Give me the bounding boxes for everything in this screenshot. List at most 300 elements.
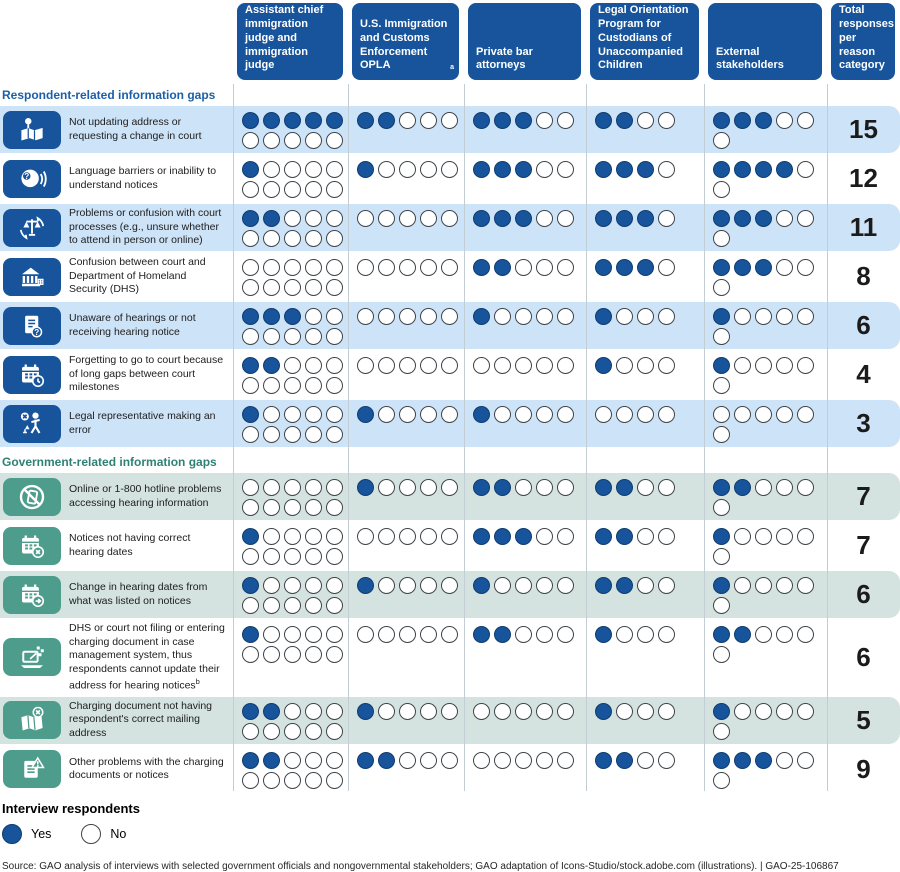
no-dot — [305, 279, 322, 296]
phone-blocked-icon — [3, 478, 61, 516]
legend-title: Interview respondents — [2, 800, 140, 816]
response-dots — [704, 351, 827, 398]
yes-dot — [357, 161, 374, 178]
yes-dot — [473, 479, 490, 496]
no-dot — [378, 703, 395, 720]
no-dot — [305, 357, 322, 374]
no-dot — [713, 377, 730, 394]
dot-line — [242, 626, 343, 643]
no-dot — [242, 132, 259, 149]
no-dot — [326, 626, 343, 643]
no-dot — [399, 259, 416, 276]
no-dot — [713, 328, 730, 345]
no-dot — [713, 499, 730, 516]
no-dot — [263, 377, 280, 394]
no-dot — [441, 752, 458, 769]
no-dot — [536, 308, 553, 325]
no-dot — [326, 377, 343, 394]
no-dot — [284, 181, 301, 198]
response-dots — [704, 571, 827, 618]
yes-dot — [305, 112, 322, 129]
dot-line — [357, 259, 458, 276]
no-dot — [658, 703, 675, 720]
no-dot — [637, 752, 654, 769]
table-row — [0, 473, 900, 520]
total-count: 6 — [856, 579, 871, 609]
no-dot — [557, 626, 574, 643]
response-dots — [348, 522, 464, 569]
no-dot — [755, 308, 772, 325]
svg-text:?: ? — [24, 171, 30, 181]
no-dot — [441, 703, 458, 720]
no-dot — [326, 181, 343, 198]
speech-language-icon — [3, 160, 61, 198]
no-dot — [284, 406, 301, 423]
response-dots — [348, 620, 464, 695]
no-dot — [441, 210, 458, 227]
total-count: 4 — [856, 359, 871, 389]
dot-line — [595, 210, 675, 227]
yes-dot — [616, 752, 633, 769]
response-dots — [233, 302, 348, 349]
dot-line — [242, 181, 343, 198]
no-dot — [326, 230, 343, 247]
dot-line — [713, 528, 814, 545]
total-count: 5 — [856, 704, 871, 735]
map-x-icon — [3, 701, 61, 739]
no-dot — [776, 752, 793, 769]
no-dot — [263, 161, 280, 178]
no-dot — [658, 308, 675, 325]
yes-dot — [242, 528, 259, 545]
yes-dot — [713, 210, 730, 227]
dot-line — [473, 577, 574, 594]
no-dot — [536, 528, 553, 545]
yes-dot — [755, 752, 772, 769]
no-dot — [242, 181, 259, 198]
response-dots — [704, 204, 827, 251]
yes-dot — [515, 210, 532, 227]
dot-line — [713, 723, 730, 740]
no-dot — [797, 577, 814, 594]
dot-line — [473, 357, 574, 374]
no-dot — [326, 132, 343, 149]
response-dots — [233, 106, 348, 153]
response-dots — [348, 302, 464, 349]
no-dot — [797, 308, 814, 325]
no-dot — [284, 723, 301, 740]
dot-line — [595, 703, 675, 720]
column-header: Total responses per reason category — [831, 3, 895, 80]
dot-line — [713, 259, 814, 276]
no-dot — [713, 597, 730, 614]
dot-line — [713, 230, 730, 247]
no-dot — [557, 479, 574, 496]
dot-line — [473, 703, 574, 720]
no-dot — [557, 528, 574, 545]
no-dot — [326, 308, 343, 325]
yes-dot — [595, 752, 612, 769]
no-dot — [242, 328, 259, 345]
response-dots — [233, 473, 348, 520]
no-dot — [284, 328, 301, 345]
no-dot — [536, 626, 553, 643]
response-dots — [233, 204, 348, 251]
no-dot — [305, 377, 322, 394]
yes-dot — [357, 577, 374, 594]
reason-label-cell — [0, 302, 233, 349]
dot-line — [242, 132, 343, 149]
yes-dot — [616, 112, 633, 129]
dot-line — [713, 626, 814, 643]
legend-item-yes — [2, 824, 51, 844]
no-dot — [557, 308, 574, 325]
no-dot — [420, 357, 437, 374]
response-dots — [586, 473, 704, 520]
yes-dot — [734, 752, 751, 769]
no-dot — [305, 499, 322, 516]
row-label-column-spacer — [0, 0, 233, 82]
yes-dot — [734, 479, 751, 496]
yes-dot — [713, 752, 730, 769]
no-dot — [242, 646, 259, 663]
no-dot — [326, 499, 343, 516]
table-row — [0, 302, 900, 349]
no-dot — [713, 230, 730, 247]
response-dots — [586, 620, 704, 695]
no-dot — [797, 357, 814, 374]
dot-line — [357, 308, 458, 325]
yes-dot — [263, 752, 280, 769]
yes-dot — [776, 161, 793, 178]
no-dot — [399, 357, 416, 374]
no-dot — [242, 772, 259, 789]
no-dot — [284, 528, 301, 545]
no-dot — [797, 479, 814, 496]
yes-dot — [734, 112, 751, 129]
response-dots — [704, 522, 827, 569]
laptop-filing-icon — [3, 638, 61, 676]
response-dots — [464, 620, 586, 695]
no-dot — [326, 597, 343, 614]
no-dot — [378, 577, 395, 594]
reason-label-cell — [0, 351, 233, 398]
dot-line — [473, 308, 574, 325]
no-dot — [473, 703, 490, 720]
court-process-cycle-icon — [3, 209, 61, 247]
yes-dot — [713, 577, 730, 594]
yes-dot — [713, 112, 730, 129]
no-dot — [536, 210, 553, 227]
no-dot — [399, 479, 416, 496]
row-label: Unaware of hearings or not receiving hearing notice — [69, 311, 196, 338]
reason-label-cell — [0, 253, 233, 300]
yes-dot — [713, 626, 730, 643]
yes-dot — [515, 112, 532, 129]
yes-dot — [284, 112, 301, 129]
column-header-cell — [233, 0, 348, 82]
dot-line — [713, 210, 814, 227]
no-dot — [536, 479, 553, 496]
table-row — [0, 746, 900, 793]
dot-line — [713, 279, 730, 296]
no-dot — [797, 406, 814, 423]
no-dot — [326, 577, 343, 594]
no-dot — [263, 646, 280, 663]
response-dots — [348, 155, 464, 202]
dot-line — [357, 112, 458, 129]
response-dots — [464, 302, 586, 349]
dot-line — [595, 406, 675, 423]
no-dot — [713, 279, 730, 296]
dot-line — [595, 259, 675, 276]
no-dot — [658, 752, 675, 769]
response-dots — [704, 155, 827, 202]
no-dot — [305, 528, 322, 545]
no-dot — [305, 703, 322, 720]
no-dot — [713, 181, 730, 198]
no-dot — [515, 577, 532, 594]
no-dot — [305, 132, 322, 149]
reason-label-cell — [0, 106, 233, 153]
reason-label-cell — [0, 473, 233, 520]
no-dot — [357, 210, 374, 227]
yes-dot — [713, 259, 730, 276]
no-dot — [284, 279, 301, 296]
response-dots — [233, 697, 348, 744]
no-dot — [242, 723, 259, 740]
dot-line — [242, 772, 343, 789]
no-dot — [326, 479, 343, 496]
row-label: Charging document not having respondent's correct mailing address — [69, 699, 213, 740]
no-dot — [263, 426, 280, 443]
no-dot — [441, 308, 458, 325]
no-dot — [305, 646, 322, 663]
dot-line — [713, 577, 814, 594]
no-dot — [284, 752, 301, 769]
no-dot — [557, 161, 574, 178]
no-dot — [399, 703, 416, 720]
dot-line — [242, 230, 343, 247]
dot-line — [357, 479, 458, 496]
no-dot — [557, 752, 574, 769]
no-dot — [263, 499, 280, 516]
no-dot — [776, 577, 793, 594]
no-dot — [494, 577, 511, 594]
no-dot — [420, 528, 437, 545]
yes-dot — [734, 161, 751, 178]
reason-label-cell — [0, 400, 233, 447]
yes-dot — [595, 112, 612, 129]
no-dot — [326, 210, 343, 227]
response-dots — [464, 204, 586, 251]
no-dot — [734, 308, 751, 325]
yes-dot — [755, 161, 772, 178]
no-dot — [494, 357, 511, 374]
no-dot — [420, 479, 437, 496]
no-dot — [263, 626, 280, 643]
yes-dot — [494, 626, 511, 643]
table-row — [0, 400, 900, 447]
no-dot — [755, 479, 772, 496]
table-row — [0, 522, 900, 569]
no-dot — [515, 308, 532, 325]
response-dots — [464, 571, 586, 618]
dot-line — [242, 377, 343, 394]
no-dot — [658, 528, 675, 545]
no-dot — [305, 328, 322, 345]
row-label: DHS or court not filing or entering charging document in case management system, thus respondents cannot update their address for hearing notices$^b$ — [69, 622, 225, 692]
yes-dot — [595, 528, 612, 545]
response-dots — [464, 351, 586, 398]
no-dot — [305, 723, 322, 740]
yes-dot — [378, 752, 395, 769]
legal-representative-error-icon — [3, 405, 61, 443]
no-dot — [326, 161, 343, 178]
no-dot — [357, 308, 374, 325]
no-dot — [713, 548, 730, 565]
response-dots — [586, 746, 704, 793]
no-dot — [305, 752, 322, 769]
no-dot — [263, 132, 280, 149]
response-dots — [348, 571, 464, 618]
dot-line — [713, 308, 814, 325]
no-dot — [441, 357, 458, 374]
no-dot — [776, 703, 793, 720]
dot-line — [473, 112, 574, 129]
dot-line — [713, 132, 730, 149]
dot-line — [595, 112, 675, 129]
legend-item-no — [81, 824, 126, 844]
no-dot — [420, 703, 437, 720]
response-dots — [586, 400, 704, 447]
column-header-cell — [586, 0, 704, 82]
no-dot — [263, 548, 280, 565]
yes-dot — [494, 479, 511, 496]
no-dot — [734, 528, 751, 545]
dot-line — [595, 752, 675, 769]
no-dot — [326, 357, 343, 374]
no-dot — [378, 626, 395, 643]
no-dot — [326, 259, 343, 276]
yes-dot — [494, 259, 511, 276]
dot-line — [242, 328, 343, 345]
no-dot — [734, 357, 751, 374]
dot-line — [713, 499, 730, 516]
dot-line — [242, 259, 343, 276]
no-dot — [536, 112, 553, 129]
dot-line — [242, 426, 343, 443]
column-header-cell — [348, 0, 464, 82]
no-dot — [326, 279, 343, 296]
dot-line — [595, 577, 675, 594]
yes-dot — [242, 752, 259, 769]
yes-dot — [734, 626, 751, 643]
no-dot — [263, 181, 280, 198]
no-dot — [326, 426, 343, 443]
dot-line — [357, 752, 458, 769]
yes-dot — [242, 210, 259, 227]
dot-line — [357, 357, 458, 374]
no-dot — [263, 328, 280, 345]
yes-dot — [473, 528, 490, 545]
yes-dot — [494, 112, 511, 129]
no-dot — [420, 210, 437, 227]
response-dots — [464, 155, 586, 202]
response-dots — [586, 106, 704, 153]
reason-label-cell — [0, 697, 233, 744]
no-dot — [263, 259, 280, 276]
no-dot — [242, 377, 259, 394]
no-dot — [797, 112, 814, 129]
no-dot — [326, 406, 343, 423]
no-dot — [284, 548, 301, 565]
no-dot — [357, 528, 374, 545]
response-dots — [233, 400, 348, 447]
total-count: 6 — [856, 641, 871, 672]
yes-dot — [616, 210, 633, 227]
no-dot — [658, 112, 675, 129]
no-dot — [420, 259, 437, 276]
yes-dot — [713, 479, 730, 496]
no-dot — [357, 357, 374, 374]
dot-line — [357, 161, 458, 178]
response-dots — [464, 106, 586, 153]
no-dot — [378, 528, 395, 545]
no-dot — [326, 772, 343, 789]
dot-line — [713, 479, 814, 496]
dot-line — [473, 752, 574, 769]
no-dot — [536, 406, 553, 423]
total-count: 15 — [849, 114, 878, 144]
no-dot — [637, 479, 654, 496]
response-dots — [586, 155, 704, 202]
legend-items — [2, 824, 900, 844]
no-dot — [658, 406, 675, 423]
dot-line — [473, 259, 574, 276]
yes-dot — [242, 161, 259, 178]
dot-line — [242, 548, 343, 565]
no-dot — [284, 703, 301, 720]
no-dot — [420, 406, 437, 423]
no-dot — [284, 259, 301, 276]
no-dot — [658, 577, 675, 594]
no-dot — [658, 161, 675, 178]
table-row — [0, 155, 900, 202]
no-dot — [713, 426, 730, 443]
no-dot — [515, 357, 532, 374]
yes-dot — [473, 112, 490, 129]
table-row — [0, 620, 900, 695]
no-dot — [713, 723, 730, 740]
no-dot — [420, 626, 437, 643]
table-row — [0, 106, 900, 153]
no-dot — [713, 646, 730, 663]
no-dot — [441, 626, 458, 643]
yes-dot — [595, 259, 612, 276]
yes-dot — [734, 210, 751, 227]
no-dot — [776, 357, 793, 374]
filled-dot-icon — [2, 824, 22, 844]
no-dot — [637, 357, 654, 374]
total-count: 6 — [856, 310, 871, 340]
calendar-clock-icon — [3, 356, 61, 394]
response-dots — [704, 302, 827, 349]
no-dot — [797, 161, 814, 178]
no-dot — [536, 161, 553, 178]
response-dots — [233, 746, 348, 793]
column-header: Private bar attorneys — [468, 3, 581, 80]
